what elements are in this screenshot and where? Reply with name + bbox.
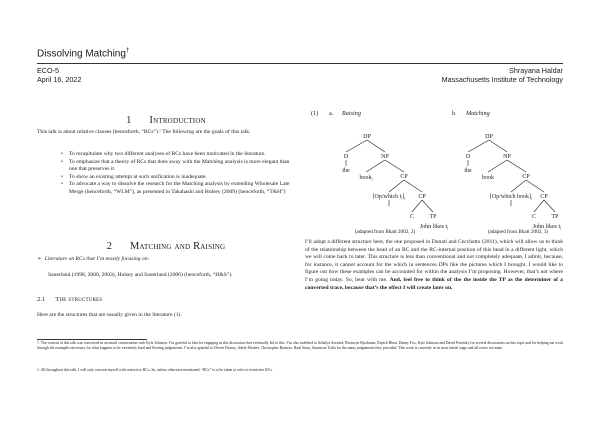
header-rule bbox=[37, 63, 563, 64]
tree-b-tp: TP bbox=[551, 214, 559, 220]
subsection-2-1-text: Here are the structures that are usually given in the literature (1). bbox=[37, 312, 182, 318]
subsection-2-1-heading: 2.1 The structures bbox=[37, 296, 103, 303]
tree-a-np: NP bbox=[381, 154, 389, 160]
tree-a-tp-content: John likes $t_i$ bbox=[419, 224, 449, 231]
footnote-1: 1. All throughout this talk, I will only concern myself with restrictive RCs. So, unless otherwise mentioned, “RCs” is to be taken to refer to restrictive RCs. bbox=[37, 368, 273, 372]
example-a-name: Raising bbox=[342, 110, 361, 117]
tree-a-source: (adapted from Bhatt 2002, 2) bbox=[354, 229, 416, 235]
section-2-heading: 2 Matching and Raising bbox=[106, 241, 226, 252]
tree-b-op: [Op/which $book]_i$ bbox=[489, 194, 533, 201]
goal-item: • To emphasize that a theory of RCs that does away with the Matching analysis is more elegant than one that preserves it. bbox=[60, 159, 295, 174]
tree-b-c: C bbox=[531, 214, 537, 220]
date-label: April 16, 2022 bbox=[37, 75, 82, 84]
tree-a-cp-bar: CP bbox=[418, 194, 426, 200]
author-institution: Massachusetts Institute of Technology bbox=[441, 75, 563, 84]
tree-b-source: (adapted from Bhatt 2002, 3) bbox=[487, 229, 549, 235]
tree-a-book: book$_i$ bbox=[359, 175, 373, 182]
section-1-intro: This talk is about relative clauses (henceforth, “RCs”).¹ The following are the goals of this talk. bbox=[37, 129, 251, 135]
tree-b-book: book bbox=[482, 175, 494, 181]
tree-a-cp: CP bbox=[400, 174, 408, 180]
tree-b-tp-content: John likes $t_i$ bbox=[532, 224, 562, 231]
tree-b-the: the bbox=[464, 168, 472, 174]
goal-item: • To show an existing attempt at such unification is inadequate. bbox=[60, 174, 295, 182]
arrow-right-icon: ➢ bbox=[37, 256, 42, 262]
tree-a-tp: TP bbox=[429, 214, 437, 220]
right-column-paragraph: I’ll adopt a different structure here, the one proposed in Donati and Cecchetto (2011), which will allow us to think of the relationship between the head of an RC and the RC-internal position of this head in a different light, which we will come back to later. This structure is less than conventional and not completely adequate, I admit, because, for instance, it cannot account for the which in sentences DPs like the pictures which I brought. I would like to figure out how these examples can be accounted for within the analysis I’m proposing. However, that’s not where I’m going today. So, bear with me. And, feel free to think of the the inside the TP as the determiner of a converted trace, because that’s the effect I will create later on. bbox=[305, 239, 563, 291]
literature-note: ➢ Literature on RCs that I’m mostly focusing on: bbox=[37, 256, 150, 262]
goal-item: • To advocate a way to dissolve the research for the Matching analysis by extending Wholesale Late Merge (henceforth, “WLM”), as presented in Takahashi and Hulsey (2009) (henceforth, “T&H”) bbox=[60, 181, 295, 196]
goal-item: • To recapitulate why two different analyses of RCs have been motivated in the literature. bbox=[60, 151, 295, 159]
tree-a-d: D bbox=[343, 154, 349, 160]
tree-b-np: NP bbox=[503, 154, 511, 160]
footnote-dagger: †. The content of this talk was conceived in an email conversation with Kyle Johnson. I’m grateful to him for engaging in this discussion that eventually led to this. I’m also indebted to Athulya Aravind, Bronwyn Bjorkman, Rajesh Bhatt, Danny Fox, Kyle Johnson and David Pesetsky for several discussions on this topic and for helping me work through the examples necessary for what happens to be extremely hard and fleeting judgements. I’m also grateful to Deven Dorsey, Adele Mortier, Christopher Romero, Raul Stasy, Anastasia Tsilia for the many judgements they provided. This work is currently at its most initial stage and all errors are mine. bbox=[37, 341, 563, 351]
tree-a-dp: DP bbox=[363, 134, 371, 140]
title-footnote-mark: † bbox=[125, 48, 130, 54]
tree-b-d: D bbox=[465, 154, 471, 160]
example-1-trees bbox=[300, 100, 563, 235]
section-1-heading: 1 Introduction bbox=[126, 115, 206, 126]
tree-a-the: the bbox=[342, 168, 350, 174]
example-b-label: b. bbox=[452, 110, 457, 117]
example-a-label: a. bbox=[329, 110, 334, 117]
literature-refs: Sauerland (1998, 2000, 2003), Hulsey and Sauerland (2006) (henceforth, “H&S”). bbox=[48, 272, 233, 278]
tree-b-cp-bar: CP bbox=[540, 194, 548, 200]
footnote-rule bbox=[37, 339, 147, 340]
tree-a-op: [Op/which $t_i]_i$ bbox=[372, 194, 406, 201]
bold-note: And, feel free to think of the the inside the TP as the determiner of a converted trace, because that’s the effect I will create later on. bbox=[305, 276, 563, 291]
goals-list bbox=[60, 151, 295, 197]
example-number: (1) bbox=[311, 110, 319, 117]
tree-b-cp: CP bbox=[522, 174, 530, 180]
tree-a-c: C bbox=[409, 214, 415, 220]
author-name: Shrayana Haldar bbox=[509, 66, 563, 75]
document-title: Dissolving Matching† bbox=[37, 48, 130, 60]
tree-b-dp: DP bbox=[485, 134, 493, 140]
course-label: ECO-5 bbox=[37, 66, 59, 75]
example-b-name: Matching bbox=[466, 110, 490, 117]
